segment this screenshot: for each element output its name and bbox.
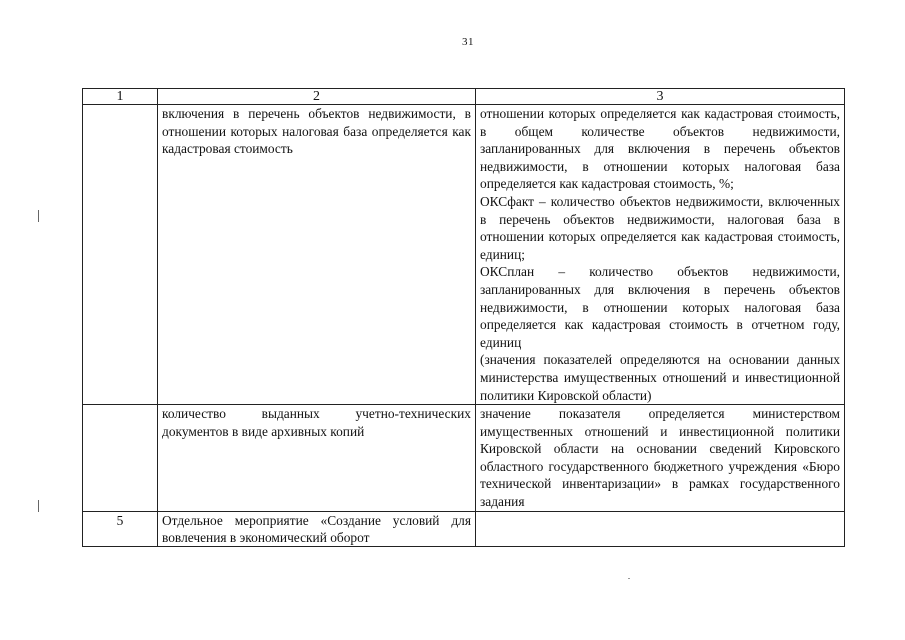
row-number-cell: 5 <box>83 511 158 546</box>
method-paragraph: ОКСфакт – количество объектов недвижимости, включенных в перечень объектов недвижимости, налоговая база в отношении которых определяется как кадастровая стоимость, единиц; <box>480 193 840 262</box>
margin-mark <box>38 210 39 222</box>
method-paragraph: (значения показателей определяются на основании данных министерства имущественных отношений и инвестиционной политики Кировской области) <box>480 352 840 403</box>
table-header-row <box>83 89 845 105</box>
table-row <box>83 511 845 546</box>
measure-name-text: Отдельное мероприятие «Создание условий для вовлечения в экономический оборот <box>162 512 471 546</box>
indicator-method-cell <box>476 511 845 546</box>
method-paragraph: ОКСплан – количество объектов недвижимости, запланированных для включения в перечень объектов недвижимости, в отношении которых налоговая база определяется как кадастровая стоимость в отчетном году, единиц <box>480 264 840 350</box>
indicator-name-cell: количество выданных учетно-технических документов в виде архивных копий <box>158 405 476 512</box>
page-number: 31 <box>462 36 474 48</box>
indicator-method-cell: значение показателя определяется министерством имущественных отношений и инвестиционной политики Кировской области на основании сведений Кировского областного государственного бюджетного учреждения «Бюро технической инвентаризации» в рамках государственного задания <box>476 405 845 512</box>
margin-mark <box>38 500 39 512</box>
document-table <box>82 88 845 547</box>
column-header-2: 2 <box>158 89 476 105</box>
table-row <box>83 105 845 405</box>
method-paragraph: отношении которых определяется как кадастровая стоимость, в общем количестве объектов недвижимости, запланированных для включения в перечень объектов недвижимости, в отношении которых налоговая база определяется как кадастровая стоимость, %; <box>480 106 840 192</box>
table-row <box>83 405 845 512</box>
row-number-cell <box>83 405 158 512</box>
indicator-method-cell <box>476 105 845 405</box>
measure-name-cell <box>158 511 476 546</box>
indicator-name-cell: включения в перечень объектов недвижимости, в отношении которых налоговая база определяется как кадастровая стоимость <box>158 105 476 405</box>
column-header-1: 1 <box>83 89 158 105</box>
row-number-cell <box>83 105 158 405</box>
scan-speck <box>628 578 630 579</box>
column-header-3: 3 <box>476 89 845 105</box>
